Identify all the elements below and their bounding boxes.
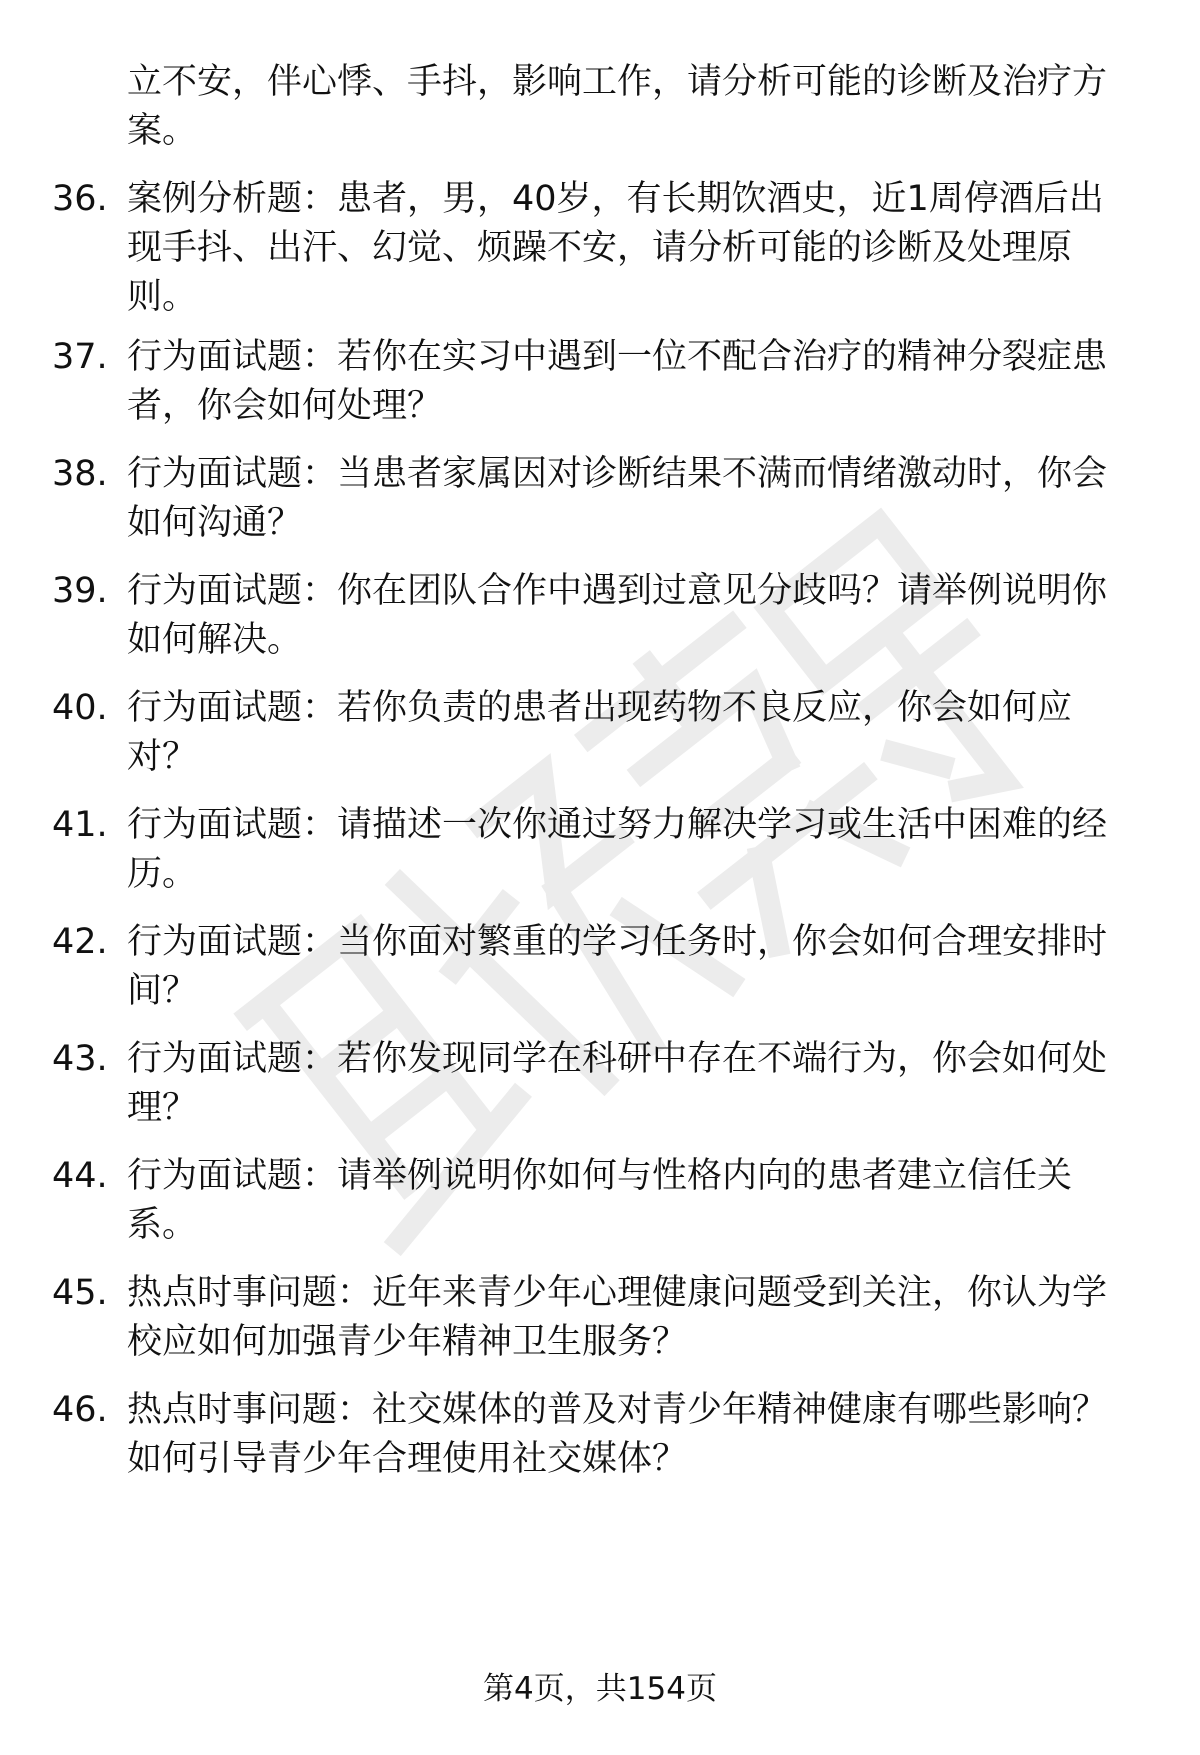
page-number-footer: 第4页，共154页 <box>483 1671 717 1707</box>
continued-question-text: 立不安，伴心悸、手抖，影响工作，请分析可能的诊断及治疗方案。 <box>127 62 1108 151</box>
question-text: 案例分析题：患者，男，40岁，有长期饮酒史，近1周停酒后出现手抖、出汗、幻觉、烦躁不安，请分析可能的诊断及处理原则。 <box>127 179 1104 317</box>
question-number: 45. <box>52 1273 108 1313</box>
question-number: 39. <box>52 571 108 611</box>
question-number: 37. <box>52 337 108 377</box>
question-text: 热点时事问题：社交媒体的普及对青少年精神健康有哪些影响？如何引导青少年合理使用社交媒体？ <box>127 1390 1108 1479</box>
question-number: 44. <box>52 1156 108 1196</box>
question-text: 行为面试题：若你负责的患者出现药物不良反应，你会如何应对？ <box>127 688 1073 777</box>
question-text: 行为面试题：当患者家属因对诊断结果不满而情绪激动时，你会如何沟通？ <box>127 454 1108 543</box>
question-text: 行为面试题：你在团队合作中遇到过意见分歧吗？请举例说明你如何解决。 <box>127 571 1108 660</box>
question-text: 行为面试题：若你在实习中遇到一位不配合治疗的精神分裂症患者，你会如何处理？ <box>127 337 1108 426</box>
question-number: 38. <box>52 454 108 494</box>
question-number: 40. <box>52 688 108 728</box>
question-text: 行为面试题：当你面对繁重的学习任务时，你会如何合理安排时间？ <box>127 922 1108 1011</box>
question-text: 行为面试题：请举例说明你如何与性格内向的患者建立信任关系。 <box>127 1156 1073 1245</box>
question-number: 42. <box>52 922 108 962</box>
question-number: 43. <box>52 1039 108 1079</box>
question-text: 行为面试题：请描述一次你通过努力解决学习或生活中困难的经历。 <box>127 805 1108 894</box>
question-number: 41. <box>52 805 108 845</box>
question-text: 行为面试题：若你发现同学在科研中存在不端行为，你会如何处理？ <box>127 1039 1108 1128</box>
question-text: 热点时事问题：近年来青少年心理健康问题受到关注，你认为学校应如何加强青少年精神卫生服务？ <box>127 1273 1108 1362</box>
question-number: 36. <box>52 179 108 219</box>
question-number: 46. <box>52 1390 108 1430</box>
